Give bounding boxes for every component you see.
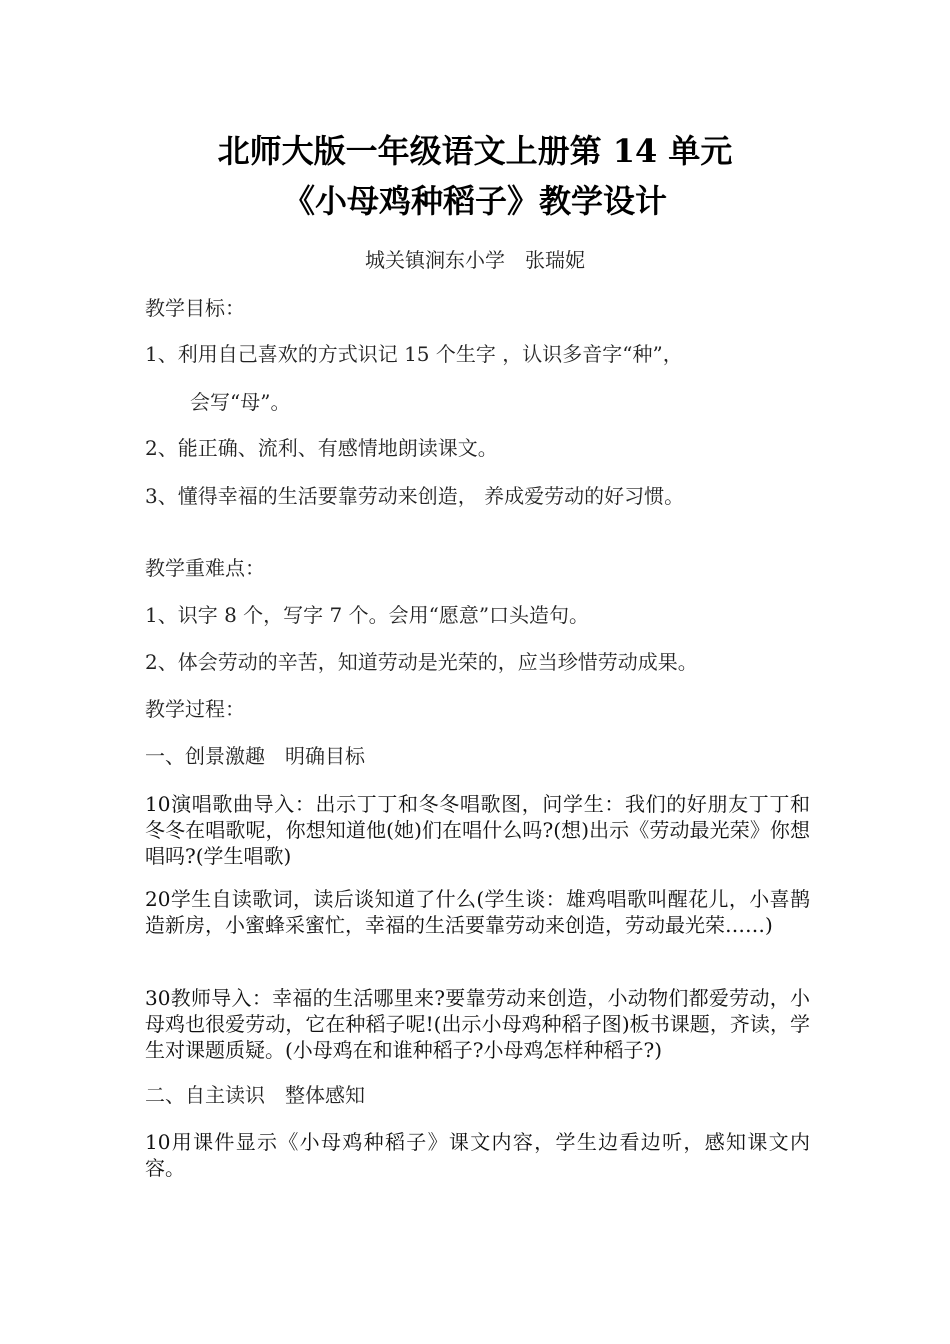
goal-item-1-continued: 会写“母”。 bbox=[190, 390, 291, 414]
key-points-heading: 教学重难点： bbox=[145, 556, 265, 580]
document-title-line1: 北师大版一年级语文上册第 14 单元 bbox=[217, 132, 733, 170]
key-point-item-2: 2、体会劳动的辛苦，知道劳动是光荣的，应当珍惜劳动成果。 bbox=[145, 650, 698, 674]
document-title-line2: 《小母鸡种稻子》教学设计 bbox=[282, 182, 667, 220]
section2-paragraph-1: 10用课件显示《小母鸡种稻子》课文内容，学生边看边听，感知课文内容。 bbox=[145, 1130, 810, 1180]
author-line: 城关镇涧东小学 张瑞妮 bbox=[365, 248, 585, 272]
section1-paragraph-1: 10演唱歌曲导入：出示丁丁和冬冬唱歌图，问学生：我们的好朋友丁丁和冬冬在唱歌呢，你想知道他(她)们在唱什么吗?(想)出示《劳动最光荣》你想唱吗?(学生唱歌) bbox=[145, 792, 810, 868]
section2-heading: 二、自主读识 整体感知 bbox=[145, 1083, 365, 1107]
key-point-item-1: 1、识字 8 个，写字 7 个。会用“愿意”口头造句。 bbox=[145, 603, 590, 627]
goal-item-1: 1、利用自己喜欢的方式识记 15 个生字 ，认识多音字“种”， bbox=[145, 342, 683, 366]
section1-paragraph-3: 30教师导入：幸福的生活哪里来?要靠劳动来创造，小动物们都爱劳动，小母鸡也很爱劳动，它在种稻子呢!(出示小母鸡种稻子图)板书课题，齐读，学生对课题质疑。(小母鸡在和谁种稻子?小母鸡怎样种稻子?) bbox=[145, 986, 810, 1062]
section1-paragraph-2: 20学生自读歌词，读后谈知道了什么(学生谈：雄鸡唱歌叫醒花儿，小喜鹊造新房，小蜜蜂采蜜忙，幸福的生活要靠劳动来创造，劳动最光荣……) bbox=[145, 887, 810, 937]
goal-item-2: 2、能正确、流利、有感情地朗读课文。 bbox=[145, 436, 498, 460]
process-heading: 教学过程： bbox=[145, 697, 245, 721]
goal-item-3: 3、懂得幸福的生活要靠劳动来创造， 养成爱劳动的好习惯。 bbox=[145, 484, 685, 508]
section1-heading: 一、创景激趣 明确目标 bbox=[145, 744, 365, 768]
goals-heading: 教学目标： bbox=[145, 296, 245, 320]
